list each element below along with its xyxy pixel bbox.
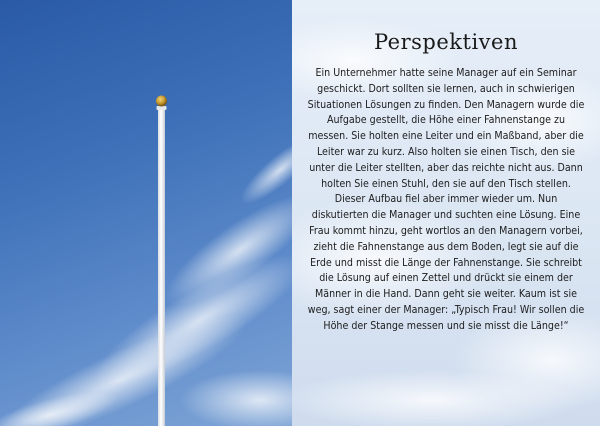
story-text: Ein Unternehmer hatte seine Manager auf ein Seminar geschickt. Dort sollten sie lernen, auch in schwierigen Situationen Lösungen zu finden. Den Managern wurde die Aufgabe gestellt, die Höhe einer Fahnenstange zu messen. Sie holten eine Leiter und ein Maßband, aber die Leiter war zu kurz. Also holten sie einen Tisch, den sie unter die Leiter stellten, aber das reichte nicht aus. Dann holten Sie einen Stuhl, den sie auf den Tisch stellen. Dieser Aufbau fiel aber immer wieder um. Nun diskutierten die Manager und suchten eine Lösung. Eine Frau kommt hinzu, geht wortlos an den Managern vorbei, zieht die Fahnenstange aus dem Boden, legt sie auf die Erde und misst die Länge der Fahnenstange. Sie schreibt die Lösung auf einen Zettel und drückt sie einem der Männer in die Hand. Dann geht sie weiter. Kaum ist sie weg, sagt einer der Manager: „Typisch Frau! Wir sollen die Höhe der Stange messen und sie misst die Länge!“ — [307, 67, 585, 332]
page-title: Perspektiven — [374, 30, 518, 54]
flagpole-photo — [0, 0, 292, 426]
finial-ball — [156, 96, 167, 107]
flagpole — [157, 106, 167, 426]
text-panel — [292, 0, 600, 426]
sky-scene — [0, 0, 292, 426]
clouds — [0, 127, 292, 426]
